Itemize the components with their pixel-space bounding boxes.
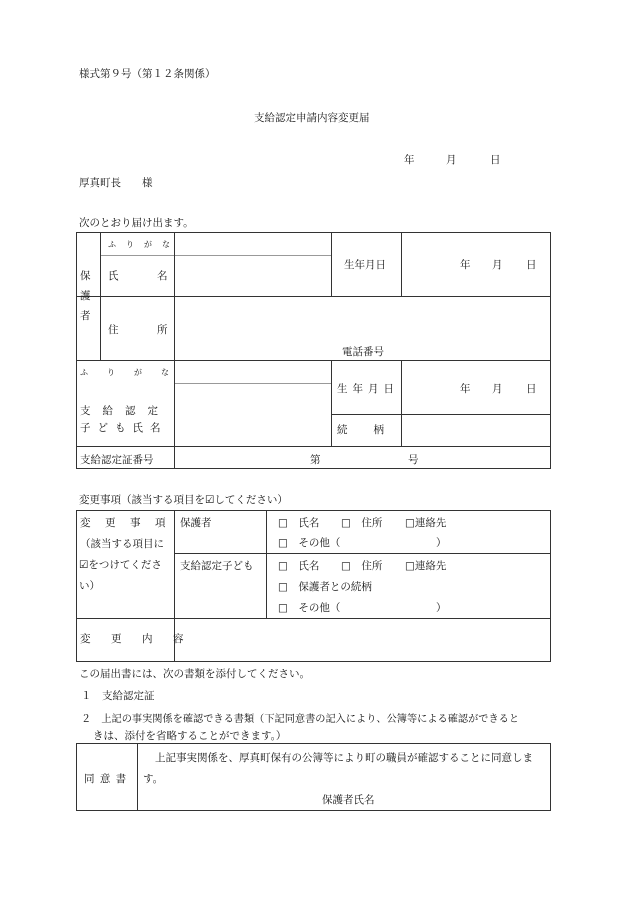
consent-signature-label: 保護者氏名 xyxy=(322,794,375,806)
changes-label-line1: 変 更 事 項 xyxy=(80,517,168,529)
form-number: 様式第９号（第１２条関係） xyxy=(79,68,216,80)
child-birth-day: 日 xyxy=(526,383,537,395)
changes-label-line4: い） xyxy=(79,580,100,592)
page-title: 支給認定申請内容変更届 xyxy=(254,112,370,124)
attachment-item-2-line2: きは、添付を省略することができます。） xyxy=(93,730,287,742)
consent-text-line2: す。 xyxy=(143,773,164,785)
child-other-checkbox[interactable]: □ その他（ xyxy=(278,602,341,614)
guardian-name-checkbox[interactable]: □ 氏名 xyxy=(278,517,320,529)
child-name-label-line1: 支給認定 xyxy=(80,405,170,417)
guardian-contact-checkbox[interactable]: □連絡先 xyxy=(405,517,447,529)
child-other-close: ） xyxy=(436,602,447,614)
guardian-other-checkbox[interactable]: □ その他（ xyxy=(278,537,341,549)
cert-go-label: 号 xyxy=(408,454,419,466)
child-name-label-line2: 子ども氏名 xyxy=(80,422,168,434)
child-birthdate-label: 生年月日 xyxy=(337,383,399,395)
changes-child-label: 支給認定子ども xyxy=(180,560,254,572)
child-name-checkbox[interactable]: □ 氏名 xyxy=(278,560,320,572)
guardian-section-label: 保 護 者 xyxy=(80,270,91,322)
guardian-other-close: ） xyxy=(436,537,447,549)
guardian-birthdate-label: 生年月日 xyxy=(344,259,386,271)
changes-guardian-label: 保護者 xyxy=(180,517,212,529)
addressee: 厚真町長 様 xyxy=(79,177,153,189)
child-furigana-label: ふりがな xyxy=(80,368,188,377)
consent-label: 同 意 書 xyxy=(84,773,128,785)
guardian-birth-month: 月 xyxy=(492,259,503,271)
child-birth-month: 月 xyxy=(492,383,503,395)
guardian-birth-year: 年 xyxy=(460,259,471,271)
changes-content-label: 変 更 内 容 xyxy=(80,633,189,645)
intro-text: 次のとおり届け出ます。 xyxy=(79,217,194,229)
date-day-label: 日 xyxy=(490,154,501,166)
guardian-phone-label: 電話番号 xyxy=(342,346,384,358)
guardian-birth-day: 日 xyxy=(526,259,537,271)
child-contact-checkbox[interactable]: □連絡先 xyxy=(405,560,447,572)
child-address-checkbox[interactable]: □ 住所 xyxy=(341,560,383,572)
cert-dai-label: 第 xyxy=(310,454,321,466)
child-birth-year: 年 xyxy=(460,383,471,395)
attachment-item-2-line1: ２ 上記の事実関係を確認できる書類（下記同意書の記入により、公簿等による確認ができると xyxy=(81,714,520,725)
consent-text-line1: 上記事実関係を、厚真町保有の公簿等により町の職員が確認することに同意しま xyxy=(155,752,533,764)
changes-heading: 変更事項（該当する項目を☑してください） xyxy=(79,494,288,506)
guardian-address-label: 住 所 xyxy=(108,324,182,336)
changes-label-line3: ☑をつけてくださ xyxy=(79,559,162,571)
guardian-address-checkbox[interactable]: □ 住所 xyxy=(341,517,383,529)
cert-number-label: 支給認定証番号 xyxy=(80,454,154,466)
guardian-furigana-label: ふりがな xyxy=(108,240,180,249)
attachment-item-1: １ 支給認定証 xyxy=(81,690,155,702)
changes-label-line2: （該当する項目に xyxy=(80,538,164,550)
guardian-name-label: 氏 名 xyxy=(108,270,182,282)
date-month-label: 月 xyxy=(446,154,457,166)
attachments-intro: この届出書には、次の書類を添付してください。 xyxy=(79,668,310,680)
date-year-label: 年 xyxy=(404,154,415,166)
child-relation-label: 続柄 xyxy=(337,424,410,436)
child-relation-checkbox[interactable]: □ 保護者との続柄 xyxy=(278,581,372,593)
